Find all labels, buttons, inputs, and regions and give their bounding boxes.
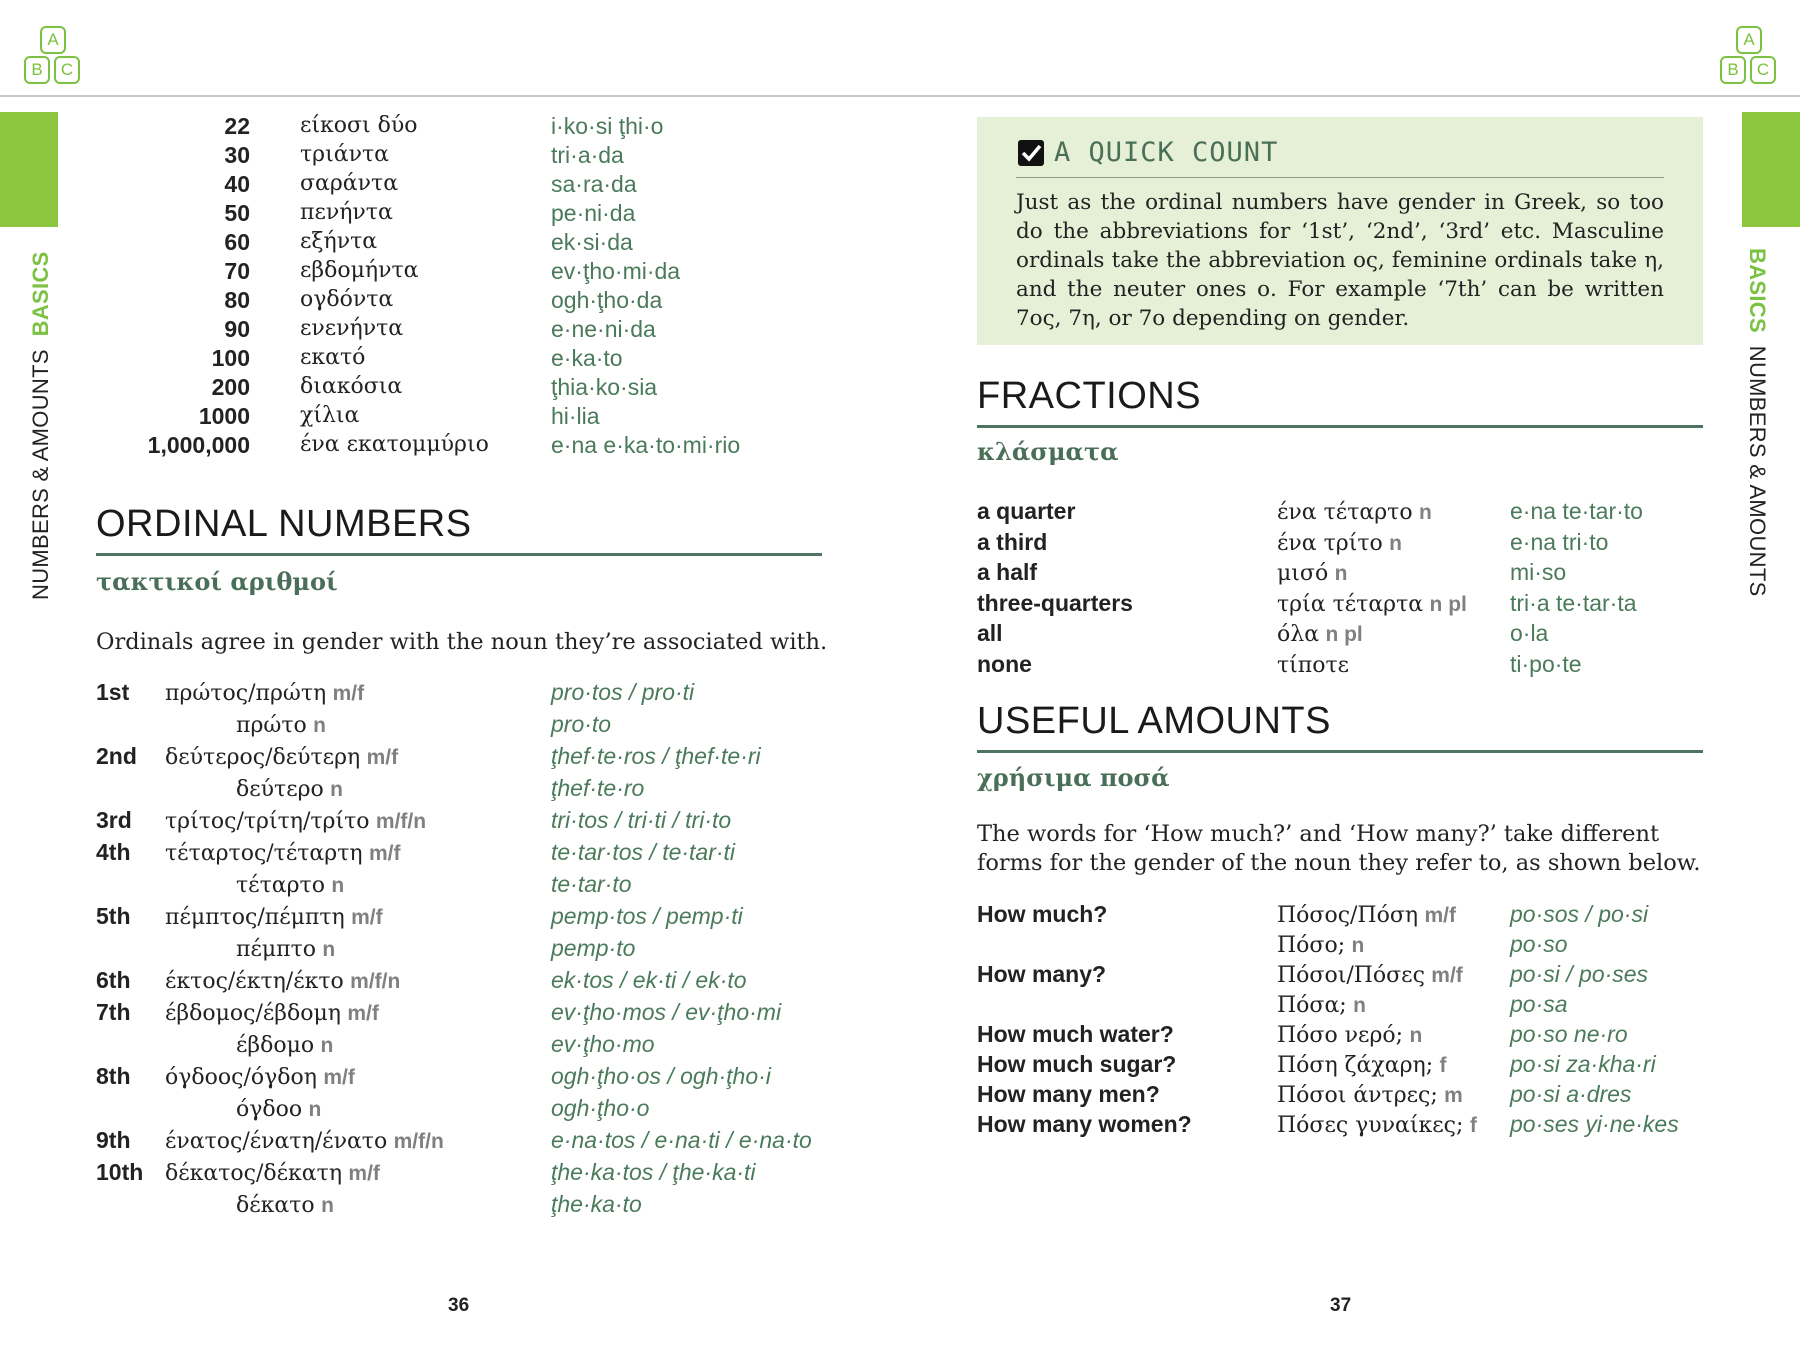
ordinal-greek: τρίτος/τρίτη/τρίτο — [165, 809, 370, 834]
ordinal-pronunciation: e·na·tos / e·na·ti / e·na·to — [551, 1127, 812, 1153]
ordinal-number: 7th — [96, 999, 131, 1025]
cardinal-pronunciation: e·na e·ka·to·mi·rio — [551, 432, 741, 458]
amount-greek: Πόσος/Πόση — [1277, 903, 1419, 928]
gender-tag: m/f/n — [375, 810, 427, 833]
ordinal-pronunciation: pro·tos / pro·ti — [551, 679, 695, 705]
fraction-greek: ένα τέταρτο — [1277, 500, 1413, 525]
gender-tag: n — [330, 778, 343, 801]
fraction-pronunciation: e·na tri·to — [1510, 528, 1609, 555]
cardinal-greek: σαράντα — [300, 171, 399, 196]
cardinal-pronunciation: ţhia·ko·sia — [551, 374, 658, 400]
cardinal-number: 70 — [224, 258, 250, 284]
ordinal-greek: πρώτος/πρώτη — [165, 681, 327, 706]
amount-pronunciation: po·sos / po·si — [1510, 901, 1649, 927]
cardinal-greek: εξήντα — [300, 229, 378, 254]
ordinal-greek: τέταρτος/τέταρτη — [165, 841, 363, 866]
ordinal-greek: έβδομο — [236, 1033, 315, 1058]
ordinal-number: 5th — [96, 903, 131, 929]
amount-greek-entry — [1277, 901, 1456, 928]
cardinal-greek: είκοσι δύο — [300, 113, 418, 138]
fraction-english: a quarter — [977, 498, 1076, 524]
logo-key-a: A — [40, 26, 66, 54]
side-basics-label: BASICS — [1745, 248, 1770, 333]
amount-pronunciation: po·so — [1510, 931, 1568, 957]
fraction-greek: μισό — [1277, 561, 1329, 586]
fraction-greek-entry — [1277, 529, 1402, 556]
ordinal-greek: δέκατο — [236, 1193, 315, 1218]
fraction-greek: ένα τρίτο — [1277, 530, 1383, 556]
amount-greek: Πόση ζάχαρη; — [1277, 1053, 1434, 1078]
quick-count-text: Just as the ordinal numbers have gender in Greek, so too do the abbreviations for ‘1st’, ‘2nd’, ‘3rd’ etc. Masculine ordinals take the abbreviation ος, feminine ordinals take η, and the neuter ones ο. For example ‘7th’ can be written 7ος, 7η, or 7ο depending on gender. — [1016, 190, 1664, 331]
cardinal-greek: ένα εκατομμύριο — [300, 432, 489, 457]
amount-greek-entry — [1277, 1021, 1422, 1048]
gender-tag: n — [321, 1194, 334, 1217]
logo-key-b: B — [1720, 56, 1746, 84]
amounts-subtitle: χρήσιμα ποσά — [977, 763, 1170, 792]
ordinal-subtitle: τακτικοί αριθμοί — [96, 567, 338, 596]
ordinal-greek: δεύτερο — [236, 777, 324, 802]
cardinal-number: 100 — [211, 345, 250, 371]
side-label-left — [28, 251, 54, 600]
fraction-pronunciation: ti·po·te — [1510, 650, 1582, 677]
amount-pronunciation: po·so ne·ro — [1510, 1021, 1628, 1047]
ordinal-greek: πρώτο — [236, 713, 307, 738]
fraction-greek: όλα — [1277, 622, 1320, 647]
abc-logo-icon-right — [1718, 26, 1780, 84]
amount-greek-entry — [1277, 1051, 1447, 1078]
amount-pronunciation: po·sa — [1510, 991, 1568, 1017]
cardinal-number: 1,000,000 — [147, 432, 250, 458]
amount-greek: Πόσο; — [1277, 933, 1346, 958]
gender-tag: m/f — [1424, 904, 1456, 927]
ordinal-greek-entry — [165, 807, 426, 834]
gender-tag: n — [331, 874, 345, 897]
ordinal-greek-entry — [165, 679, 364, 706]
gender-tag: n — [1418, 501, 1432, 524]
gender-tag: m/f/n — [393, 1130, 444, 1153]
ordinal-title: ORDINAL NUMBERS — [96, 503, 472, 545]
gender-tag: m/f — [348, 1162, 380, 1185]
fraction-pronunciation: e·na te·tar·to — [1510, 498, 1643, 524]
gender-tag: m/f — [368, 842, 401, 865]
ordinal-greek-entry — [165, 1127, 444, 1154]
fraction-english: a half — [977, 559, 1038, 585]
amount-english: How much? — [977, 901, 1108, 927]
fraction-greek-entry — [1277, 559, 1347, 586]
amount-english: How many? — [977, 961, 1107, 987]
cardinal-pronunciation: ogh·ţho·da — [551, 287, 663, 313]
ordinal-greek-entry — [165, 1159, 380, 1186]
cardinal-greek: εκατό — [300, 345, 366, 370]
abc-logo-icon — [22, 26, 84, 84]
gender-tag: f — [1439, 1054, 1447, 1077]
page-number-left: 36 — [448, 1295, 470, 1316]
fraction-english: three-quarters — [977, 589, 1133, 616]
amount-greek-entry — [1277, 991, 1366, 1018]
cardinal-number: 30 — [224, 142, 250, 168]
ordinal-greek: όγδοο — [236, 1097, 303, 1122]
cardinal-greek: εβδομήντα — [300, 258, 419, 283]
amount-greek-entry — [1277, 1111, 1477, 1138]
ordinal-greek-entry — [236, 775, 343, 802]
ordinal-greek-entry — [165, 967, 400, 994]
gender-tag: m/f — [332, 682, 365, 705]
ordinal-pronunciation: ţhef·te·ro — [551, 775, 645, 801]
ordinal-greek-entry — [236, 1191, 334, 1218]
gender-tag: m/f — [1431, 964, 1463, 987]
cardinal-number: 80 — [224, 287, 250, 313]
cardinal-pronunciation: tri·a·da — [551, 142, 624, 168]
ordinal-number: 3rd — [96, 807, 132, 833]
ordinal-greek-entry — [165, 1063, 355, 1090]
ordinal-pronunciation: ţhe·ka·tos / ţhe·ka·ti — [551, 1159, 756, 1185]
ordinal-greek-entry — [236, 871, 344, 898]
cardinal-number: 40 — [224, 171, 250, 197]
ordinal-pronunciation: ev·ţho·mo — [551, 1031, 655, 1057]
ordinal-number: 10th — [96, 1159, 144, 1185]
ordinal-pronunciation: ogh·ţho·os / ogh·ţho·i — [551, 1063, 771, 1089]
ordinal-pronunciation: pemp·to — [551, 935, 636, 961]
ordinal-greek: όγδοος/όγδοη — [165, 1065, 317, 1090]
gender-tag: n pl — [1429, 592, 1467, 616]
checkbox-icon — [1018, 140, 1044, 166]
cardinal-greek: τριάντα — [300, 142, 389, 167]
amount-greek-entry — [1277, 931, 1364, 958]
amount-greek: Πόσοι/Πόσες — [1277, 963, 1425, 988]
amount-pronunciation: po·si za·kha·ri — [1510, 1051, 1656, 1077]
logo-key-a: A — [1736, 26, 1762, 54]
fraction-pronunciation: mi·so — [1510, 559, 1567, 585]
amount-greek-entry — [1277, 961, 1463, 988]
cardinal-pronunciation: i·ko·si ţhi·o — [551, 113, 664, 139]
ordinal-number: 9th — [96, 1127, 131, 1153]
cardinal-pronunciation: pe·ni·da — [551, 200, 636, 226]
ordinal-pronunciation: ek·tos / ek·ti / ek·to — [551, 967, 747, 993]
amount-greek: Πόσες γυναίκες; — [1277, 1113, 1464, 1138]
ordinal-greek: δέκατος/δέκατη — [165, 1161, 342, 1186]
cardinal-pronunciation: hi·lia — [551, 403, 600, 429]
amount-pronunciation: po·si / po·ses — [1510, 961, 1649, 987]
amount-english: How much sugar? — [977, 1051, 1177, 1077]
amount-greek: Πόσα; — [1277, 993, 1347, 1018]
fractions-title-rule — [977, 425, 1703, 428]
amounts-title-rule — [977, 750, 1703, 753]
gender-tag: n — [1334, 562, 1348, 585]
ordinal-number: 1st — [96, 679, 130, 705]
ordinal-pronunciation: ţhe·ka·to — [551, 1191, 642, 1217]
amount-english: How many women? — [977, 1111, 1192, 1137]
amount-english: How much water? — [977, 1021, 1174, 1047]
quick-count-title: A QUICK COUNT — [1054, 137, 1279, 168]
ordinal-greek-entry — [236, 1095, 321, 1122]
ordinal-greek: έκτος/έκτη/έκτο — [165, 969, 344, 994]
ordinal-number: 2nd — [96, 743, 137, 769]
side-section-label: NUMBERS & AMOUNTS — [28, 349, 53, 600]
ordinal-greek-entry — [236, 711, 326, 738]
fraction-greek-entry — [1277, 651, 1349, 678]
side-label-right — [1744, 248, 1770, 597]
side-tab-marker-left — [0, 112, 58, 227]
side-section-label: NUMBERS & AMOUNTS — [1745, 345, 1770, 597]
fraction-greek-entry — [1277, 620, 1363, 647]
quick-count-rule — [1016, 177, 1664, 178]
ordinal-title-rule — [96, 553, 822, 556]
cardinal-number: 50 — [224, 200, 250, 226]
ordinal-greek: ένατος/ένατη/ένατο — [165, 1129, 388, 1154]
fraction-greek-entry — [1277, 498, 1432, 525]
cardinal-pronunciation: e·ka·to — [551, 345, 623, 371]
fraction-greek: τρία τέταρτα — [1277, 591, 1424, 617]
cardinal-number: 22 — [224, 113, 250, 139]
ordinal-greek: τέταρτο — [236, 873, 325, 898]
ordinal-greek-entry — [165, 743, 398, 770]
ordinal-pronunciation: pro·to — [551, 711, 612, 737]
cardinal-pronunciation: sa·ra·da — [551, 171, 637, 197]
cardinal-number: 200 — [211, 374, 250, 400]
header-divider — [0, 95, 1800, 97]
amount-pronunciation: po·si a·dres — [1510, 1081, 1632, 1107]
ordinal-greek-entry — [165, 839, 400, 866]
cardinal-number: 90 — [224, 316, 250, 342]
ordinal-pronunciation: ev·ţho·mos / ev·ţho·mi — [551, 999, 782, 1025]
gender-tag: m/f — [347, 1002, 379, 1025]
gender-tag: n — [313, 714, 326, 737]
cardinal-number: 1000 — [198, 403, 250, 429]
gender-tag: n — [308, 1098, 322, 1121]
amounts-title: USEFUL AMOUNTS — [977, 700, 1331, 742]
logo-key-c: C — [54, 56, 80, 84]
side-tab-marker-right — [1742, 112, 1800, 227]
ordinal-pronunciation: te·tar·to — [551, 871, 632, 897]
logo-key-c: C — [1750, 56, 1776, 84]
ordinal-intro: Ordinals agree in gender with the noun they’re associated with. — [96, 629, 828, 655]
ordinal-greek: δεύτερος/δεύτερη — [165, 745, 361, 770]
ordinal-number: 8th — [96, 1063, 131, 1089]
side-basics-label: BASICS — [28, 251, 53, 337]
cardinal-greek: χίλια — [300, 403, 360, 428]
gender-tag: n pl — [1325, 623, 1363, 646]
logo-key-b: B — [24, 56, 50, 84]
fraction-greek: τίποτε — [1277, 652, 1350, 678]
ordinal-pronunciation: ţhef·te·ros / ţhef·te·ri — [551, 743, 761, 769]
amount-greek-entry — [1277, 1081, 1463, 1108]
fraction-english: none — [977, 650, 1032, 677]
gender-tag: n — [1351, 934, 1365, 957]
ordinal-greek: πέμπτο — [236, 937, 317, 962]
gender-tag: m/f — [351, 906, 383, 929]
ordinal-pronunciation: ogh·ţho·o — [551, 1095, 650, 1121]
cardinal-greek: διακόσια — [300, 374, 403, 399]
ordinal-pronunciation: pemp·tos / pemp·ti — [551, 903, 743, 929]
amount-pronunciation: po·ses yi·ne·kes — [1510, 1111, 1679, 1137]
fractions-subtitle: κλάσματα — [977, 437, 1119, 466]
cardinal-greek: πενήντα — [300, 200, 393, 225]
ordinal-greek-entry — [165, 903, 383, 930]
cardinal-greek: ογδόντα — [300, 287, 394, 312]
fraction-english: a third — [977, 528, 1048, 555]
fraction-english: all — [977, 620, 1003, 646]
ordinal-pronunciation: tri·tos / tri·ti / tri·to — [551, 807, 732, 833]
fractions-title: FRACTIONS — [977, 375, 1202, 417]
gender-tag: n — [1389, 531, 1402, 555]
ordinal-pronunciation: te·tar·tos / te·tar·ti — [551, 839, 736, 865]
gender-tag: m/f — [323, 1066, 355, 1089]
amount-english: How many men? — [977, 1081, 1160, 1107]
gender-tag: f — [1469, 1114, 1477, 1137]
gender-tag: n — [320, 1034, 334, 1057]
cardinal-pronunciation: e·ne·ni·da — [551, 316, 656, 342]
cardinal-greek: ενενήντα — [300, 316, 404, 341]
cardinal-pronunciation: ev·ţho·mi·da — [551, 258, 681, 284]
gender-tag: m/f — [366, 746, 399, 769]
cardinal-pronunciation: ek·si·da — [551, 229, 633, 255]
gender-tag: m — [1444, 1084, 1463, 1107]
gender-tag: n — [1409, 1024, 1423, 1047]
ordinal-greek: πέμπτος/πέμπτη — [165, 905, 345, 930]
amounts-intro: The words for ‘How much?’ and ‘How many?’ take different forms for the gender of the noun they refer to, as shown below. — [977, 821, 1701, 876]
gender-tag: n — [322, 938, 336, 961]
fraction-pronunciation: tri·a te·tar·ta — [1510, 589, 1637, 616]
ordinal-number: 6th — [96, 967, 131, 993]
page-number-right: 37 — [1330, 1295, 1352, 1316]
ordinal-greek-entry — [236, 935, 335, 962]
ordinal-greek-entry — [236, 1031, 333, 1058]
fraction-greek-entry — [1277, 590, 1467, 617]
gender-tag: m/f/n — [350, 970, 401, 993]
gender-tag: n — [1353, 994, 1366, 1017]
ordinal-greek-entry — [165, 999, 379, 1026]
amount-greek: Πόσο νερό; — [1277, 1023, 1404, 1048]
amount-greek: Πόσοι άντρες; — [1277, 1083, 1438, 1108]
ordinal-number: 4th — [96, 839, 131, 865]
ordinal-greek: έβδομος/έβδομη — [165, 1001, 341, 1026]
cardinal-number: 60 — [224, 229, 250, 255]
fraction-pronunciation: o·la — [1510, 620, 1549, 646]
